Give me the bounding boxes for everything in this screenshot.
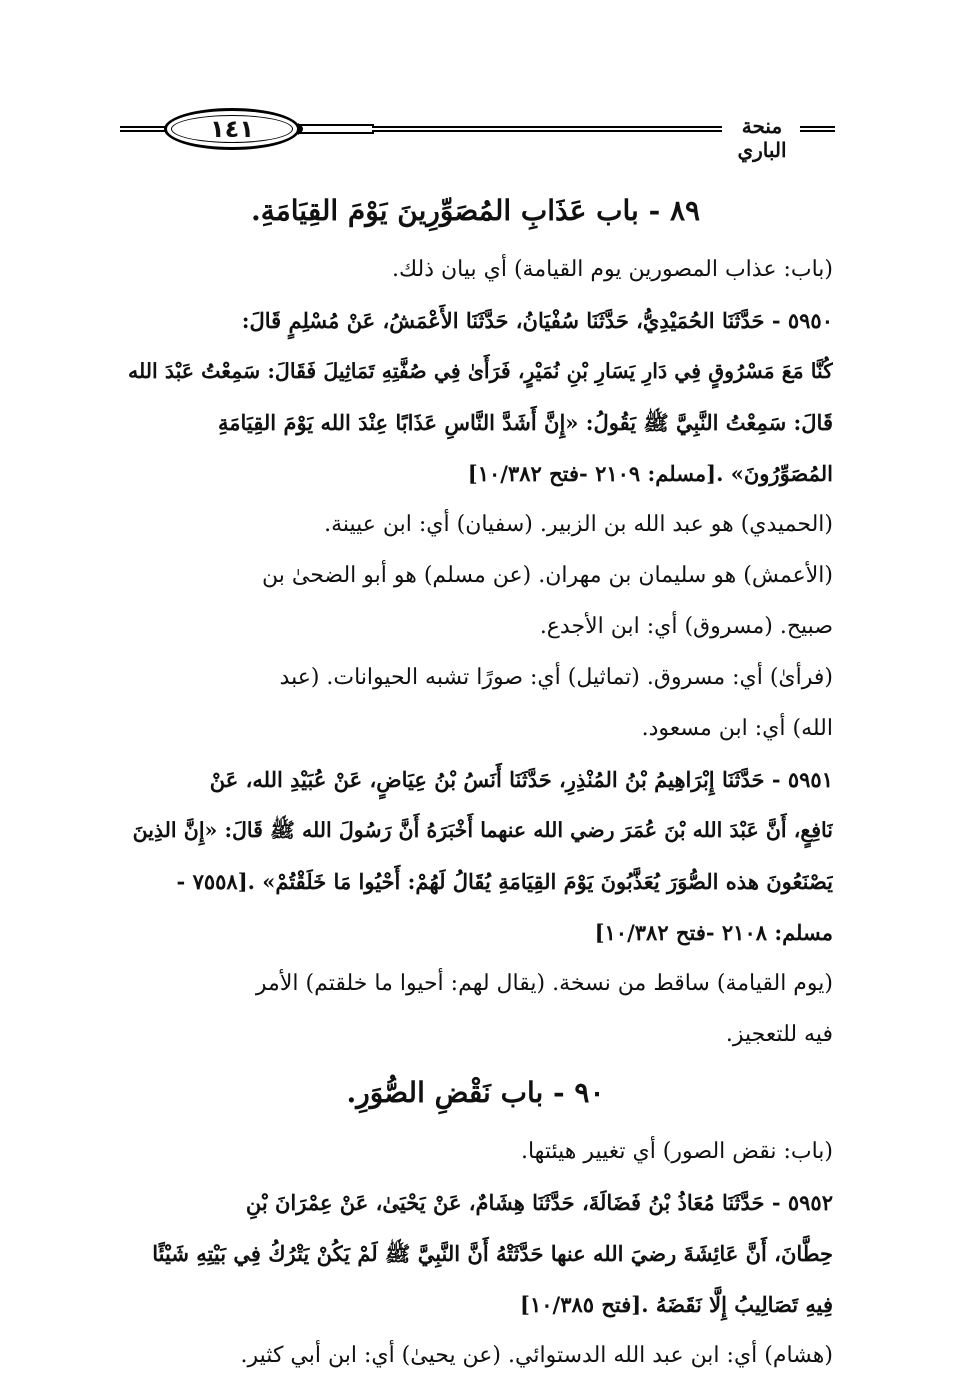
book-title: منحة الباري bbox=[737, 114, 787, 162]
commentary-line: فيه للتعجيز. bbox=[725, 1022, 833, 1047]
hadith-line: مسلم: ٢١٠٨ -فتح ١٠/٣٨٢] bbox=[594, 920, 833, 945]
hadith-line: فِيهِ تَصَالِيبُ إِلَّا نَقَضَهُ .[فتح ١٠/٣٨٥] bbox=[520, 1292, 833, 1317]
commentary-line: (باب: عذاب المصورين يوم القيامة) أي بيان ذلك. bbox=[392, 257, 833, 282]
commentary-line: (باب: نقض الصور) أي تغيير هيئتها. bbox=[520, 1139, 833, 1164]
commentary-line: الله) أي: ابن مسعود. bbox=[641, 716, 833, 741]
hadith-line: نَافِعٍ، أَنَّ عَبْدَ الله بْنَ عُمَرَ رضي الله عنهما أَخْبَرَهُ أَنَّ رَسُولَ الله ﷺ قَالَ: «إِنَّ الذِينَ bbox=[132, 818, 833, 842]
hadith-line: حِطَّانَ، أَنَّ عَائِشَةَ رضيَ الله عنها حَدَّثَتْهُ أَنَّ النَّبِيَّ ﷺ لَمْ يَكُنْ يَتْرُكُ فِي بَيْتِهِ شَيْئًا bbox=[152, 1241, 833, 1266]
commentary-line: (الحميدي) هو عبد الله بن الزبير. (سفيان) أي: ابن عيينة. bbox=[324, 512, 833, 537]
commentary-line: (الأعمش) هو سليمان بن مهران. (عن مسلم) هو أبو الضحىٰ بن bbox=[262, 563, 833, 588]
hadith-line: ٥٩٥٢ - حَدَّثَنَا مُعَاذُ بْنُ فَضَالَةَ، حَدَّثَنَا هِشَامٌ، عَنْ يَحْيَىٰ، عَنْ عِمْرَانَ بْنِ bbox=[245, 1190, 833, 1215]
header-rule-right bbox=[800, 126, 835, 132]
page-number-badge bbox=[164, 108, 300, 150]
commentary-line: صبيح. (مسروق) أي: ابن الأجدع. bbox=[539, 614, 833, 639]
commentary-line: (يوم القيامة) ساقط من نسخة. (يقال لهم: أحيوا ما خلقتم) الأمر bbox=[255, 971, 833, 996]
header-rule-left bbox=[120, 126, 168, 132]
hadith-line: ٥٩٥٠ - حَدَّثَنَا الحُمَيْدِيُّ، حَدَّثَنَا سُفْيَانُ، حَدَّثَنَا الأَعْمَشُ، عَنْ مُسْلِمٍ قَالَ: bbox=[241, 308, 833, 333]
page-number: ١٤١ bbox=[210, 115, 254, 143]
hadith-line: يَصْنَعُونَ هذه الصُّوَرَ يُعَذَّبُونَ يَوْمَ القِيَامَةِ يُقَالُ لَهُمْ: أَحْيُوا مَا خَلَقْتُمْ» .[٧٥٥٨ - bbox=[176, 869, 833, 894]
header-rule-middle bbox=[372, 126, 722, 132]
hadith-line: قَالَ: سَمِعْتُ النَّبِيَّ ﷺ يَقُولُ: «إِنَّ أَشَدَّ النَّاسِ عَذَابًا عِنْدَ الله يَوْمَ القِيَامَةِ bbox=[218, 410, 833, 435]
hadith-line: المُصَوِّرُونَ» .[مسلم: ٢١٠٩ -فتح ١٠/٣٨٢] bbox=[467, 461, 833, 486]
page-body bbox=[118, 178, 833, 1381]
section-heading: ٩٠ - باب نَقْضِ الصُّوَرِ. bbox=[346, 1076, 605, 1109]
header-ornament-icon bbox=[298, 122, 374, 136]
section-heading: ٨٩ - باب عَذَابِ المُصَوِّرِينَ يَوْمَ القِيَامَةِ. bbox=[250, 194, 701, 227]
commentary-line: (فرأىٰ) أي: مسروق. (تماثيل) أي: صورًا تشبه الحيوانات. (عبد bbox=[279, 665, 833, 690]
hadith-line: كُنَّا مَعَ مَسْرُوقٍ فِي دَارِ يَسَارِ بْنِ نُمَيْرٍ، فَرَأَىٰ فِي صُفَّتِهِ تَمَاثِيلَ فَقَالَ: سَمِعْتُ عَبْدَ الله bbox=[128, 359, 833, 383]
commentary-line: (هشام) أي: ابن عبد الله الدستوائي. (عن يحيىٰ) أي: ابن أبي كثير. bbox=[240, 1343, 833, 1368]
page-header bbox=[120, 100, 835, 160]
hadith-line: ٥٩٥١ - حَدَّثَنَا إِبْرَاهِيمُ بْنُ المُنْذِرِ، حَدَّثَنَا أَنَسُ بْنُ عِيَاضٍ، عَنْ عُبَيْدِ الله، عَنْ bbox=[209, 767, 833, 792]
